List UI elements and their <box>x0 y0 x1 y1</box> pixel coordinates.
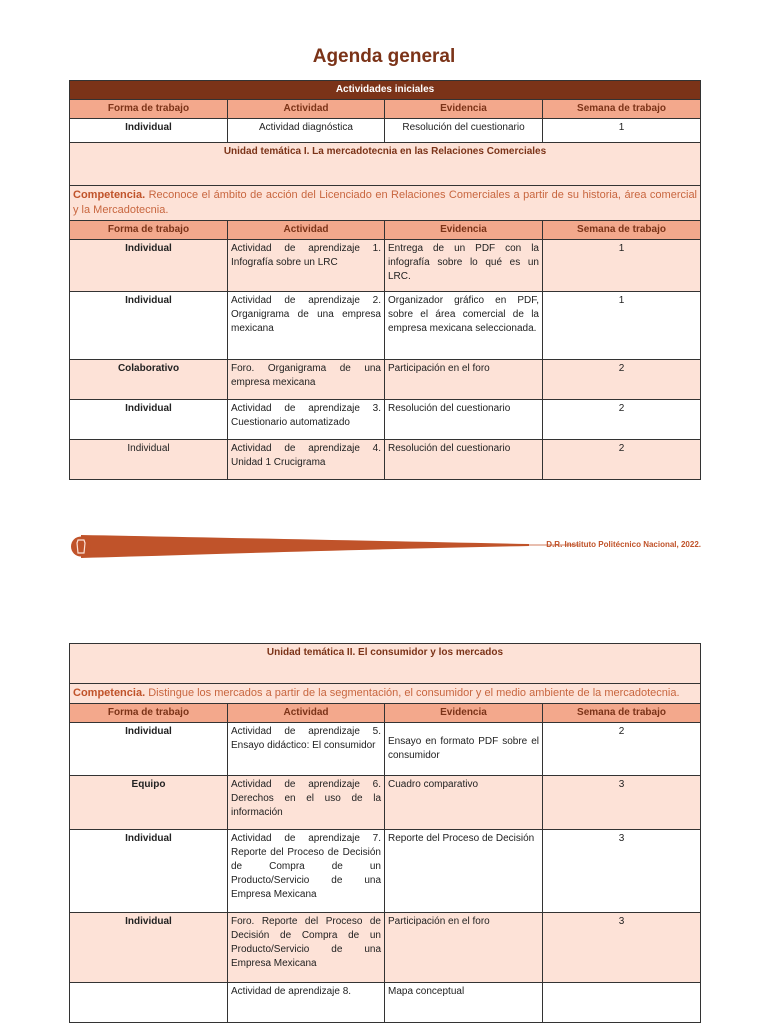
cell-evidencia: Mapa conceptual <box>385 983 543 1023</box>
cell-forma: Colaborativo <box>70 360 228 400</box>
table-row <box>70 440 701 480</box>
cell-semana: 2 <box>543 400 701 440</box>
cell-evidencia: Ensayo en formato PDF sobre el consumidor <box>385 723 543 776</box>
cell-evidencia: Reporte del Proceso de Decisión <box>385 830 543 913</box>
table-row <box>70 240 701 292</box>
cell-actividad: Actividad de aprendizaje 8. <box>228 983 385 1023</box>
cell-semana: 1 <box>543 292 701 360</box>
agenda-table-unit-2 <box>69 643 701 1023</box>
col-header-forma: Forma de trabajo <box>70 100 228 119</box>
cell-evidencia: Participación en el foro <box>385 913 543 983</box>
unit-2-title: Unidad temática II. El consumidor y los mercados <box>70 644 701 684</box>
unit-1-title: Unidad temática I. La mercadotecnia en las Relaciones Comerciales <box>70 143 701 186</box>
cell-semana: 2 <box>543 723 701 776</box>
col-header-actividad: Actividad <box>228 704 385 723</box>
col-header-evidencia: Evidencia <box>385 100 543 119</box>
column-header-row <box>70 221 701 240</box>
col-header-semana: Semana de trabajo <box>543 221 701 240</box>
unit-2-competencia-row <box>70 684 701 704</box>
competencia-text: Distingue los mercados a partir de la segmentación, el consumidor y el medio ambiente de la mercadotecnia. <box>145 687 680 699</box>
cell-actividad: Actividad de aprendizaje 6. Derechos en el uso de la información <box>228 776 385 830</box>
table-row <box>70 292 701 360</box>
cell-evidencia: Entrega de un PDF con la infografía sobre lo qué es un LRC. <box>385 240 543 292</box>
unit-1-title-row <box>70 143 701 186</box>
cell-forma: Equipo <box>70 776 228 830</box>
cell-evidencia: Resolución del cuestionario <box>385 440 543 480</box>
table-row <box>70 830 701 913</box>
col-header-actividad: Actividad <box>228 100 385 119</box>
cell-evidencia: Cuadro comparativo <box>385 776 543 830</box>
table-row <box>70 776 701 830</box>
col-header-forma: Forma de trabajo <box>70 704 228 723</box>
column-header-row <box>70 100 701 119</box>
cell-forma: Individual <box>70 240 228 292</box>
cell-actividad: Actividad de aprendizaje 4. Unidad 1 Crucigrama <box>228 440 385 480</box>
cell-forma: Individual <box>70 119 228 143</box>
page-title: Agenda general <box>312 46 456 67</box>
cell-forma: Individual <box>70 830 228 913</box>
cell-semana: 1 <box>543 240 701 292</box>
table-row <box>70 119 701 143</box>
cell-forma: Individual <box>70 913 228 983</box>
cell-semana: 2 <box>543 440 701 480</box>
cell-actividad: Actividad de aprendizaje 7. Reporte del Proceso de Decisión de Compra de un Producto/Servicio de una Empresa Mexicana <box>228 830 385 913</box>
cell-actividad: Foro. Reporte del Proceso de Decisión de Compra de un Producto/Servicio de una Empresa Mexicana <box>228 913 385 983</box>
column-header-row <box>70 704 701 723</box>
col-header-forma: Forma de trabajo <box>70 221 228 240</box>
unit-1-competencia <box>70 186 701 221</box>
col-header-evidencia: Evidencia <box>385 704 543 723</box>
cell-semana: 3 <box>543 913 701 983</box>
cell-forma: Individual <box>70 292 228 360</box>
cell-evidencia: Resolución del cuestionario <box>385 400 543 440</box>
cell-semana: 3 <box>543 830 701 913</box>
cell-actividad: Foro. Organigrama de una empresa mexicana <box>228 360 385 400</box>
cell-evidencia: Organizador gráfico en PDF, sobre el área comercial de la empresa mexicana seleccionada. <box>385 292 543 360</box>
cell-semana: 3 <box>543 776 701 830</box>
cell-forma: Individual <box>70 400 228 440</box>
table-row <box>70 400 701 440</box>
cell-actividad: Actividad de aprendizaje 5. Ensayo didáctico: El consumidor <box>228 723 385 776</box>
competencia-label: Competencia. <box>73 189 146 201</box>
cell-actividad: Actividad de aprendizaje 3. Cuestionario automatizado <box>228 400 385 440</box>
table-row <box>70 983 701 1023</box>
col-header-semana: Semana de trabajo <box>543 704 701 723</box>
cell-evidencia: Participación en el foro <box>385 360 543 400</box>
competencia-text: Reconoce el ámbito de acción del Licenciado en Relaciones Comerciales a partir de su historia, área comercial y la Mercadotecnia. <box>73 189 698 216</box>
initial-activities-title: Actividades iniciales <box>70 81 701 100</box>
table-row <box>70 913 701 983</box>
cell-semana: 2 <box>543 360 701 400</box>
unit-2-competencia <box>70 684 701 704</box>
unit-1-competencia-row <box>70 186 701 221</box>
cell-semana <box>543 983 701 1023</box>
cell-forma: Individual <box>70 440 228 480</box>
col-header-evidencia: Evidencia <box>385 221 543 240</box>
cell-evidencia: Resolución del cuestionario <box>385 119 543 143</box>
col-header-semana: Semana de trabajo <box>543 100 701 119</box>
page-footer <box>69 531 709 561</box>
table-row <box>70 723 701 776</box>
agenda-table-unit-1 <box>69 80 701 480</box>
cell-actividad: Actividad de aprendizaje 2. Organigrama de una empresa mexicana <box>228 292 385 360</box>
col-header-actividad: Actividad <box>228 221 385 240</box>
cell-semana: 1 <box>543 119 701 143</box>
cell-forma: Individual <box>70 723 228 776</box>
table-row <box>70 360 701 400</box>
cell-actividad: Actividad de aprendizaje 1. Infografía sobre un LRC <box>228 240 385 292</box>
unit-2-title-row <box>70 644 701 684</box>
footer-credit: D.R. Instituto Politécnico Nacional, 2022. <box>546 540 701 549</box>
competencia-label: Competencia. <box>73 687 146 699</box>
initial-activities-banner <box>70 81 701 100</box>
cell-actividad: Actividad diagnóstica <box>228 119 385 143</box>
cell-forma <box>70 983 228 1023</box>
